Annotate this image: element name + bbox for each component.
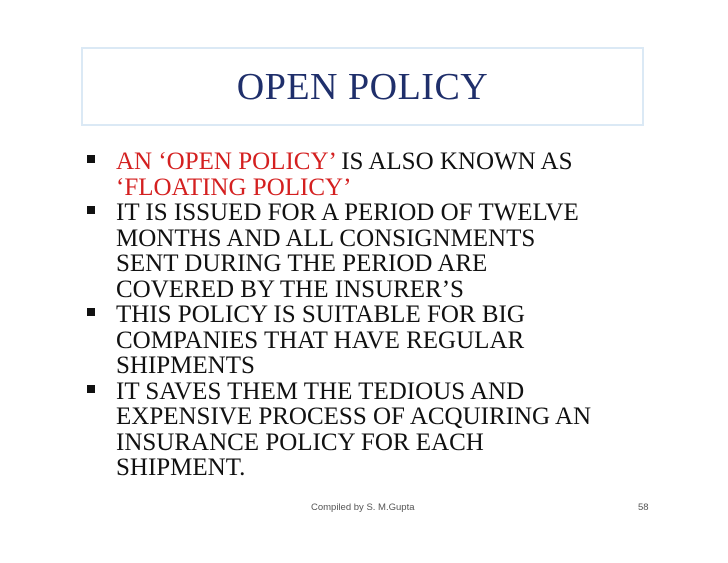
square-bullet-icon (87, 385, 95, 393)
slide-title: OPEN POLICY (236, 66, 489, 108)
bullet-text-part: INSURANCE POLICY FOR EACH (116, 428, 484, 456)
bullet-text-part: MONTHS AND ALL CONSIGNMENTS (116, 224, 536, 252)
square-bullet-icon (87, 308, 95, 316)
bullet-text-part: COVERED BY THE INSURER’S (116, 275, 464, 303)
bullet-text-part: AN ‘OPEN POLICY’ (116, 148, 335, 175)
slide-footer (0, 502, 728, 518)
bullet-item (85, 379, 705, 481)
bullet-text-part: COMPANIES THAT HAVE REGULAR (116, 326, 525, 354)
square-bullet-icon (87, 206, 95, 214)
bullet-item (85, 149, 705, 200)
bullet-text-part: IS ALSO KNOWN AS (334, 148, 573, 175)
title-box (81, 47, 644, 126)
bullet-text-part: SHIPMENTS (116, 352, 255, 379)
bullet-text-part: IT IS ISSUED FOR A PERIOD OF TWELVE (116, 199, 579, 226)
bullet-text-part: THIS POLICY IS SUITABLE FOR BIG (116, 301, 525, 328)
bullet-list (85, 149, 705, 481)
bullet-text-part: ‘FLOATING POLICY’ (116, 173, 352, 201)
bullet-item (85, 302, 705, 379)
bullet-item (85, 200, 705, 302)
footer-credit: Compiled by S. M.Gupta (311, 502, 415, 513)
bullet-text-part: EXPENSIVE PROCESS OF ACQUIRING AN (116, 403, 592, 430)
bullet-text-part: SENT DURING THE PERIOD ARE (116, 250, 488, 277)
bullet-text-part: SHIPMENT. (116, 454, 246, 481)
page-number: 58 (638, 502, 649, 513)
square-bullet-icon (87, 155, 95, 163)
bullet-text-part: IT SAVES THEM THE TEDIOUS AND (116, 377, 525, 405)
